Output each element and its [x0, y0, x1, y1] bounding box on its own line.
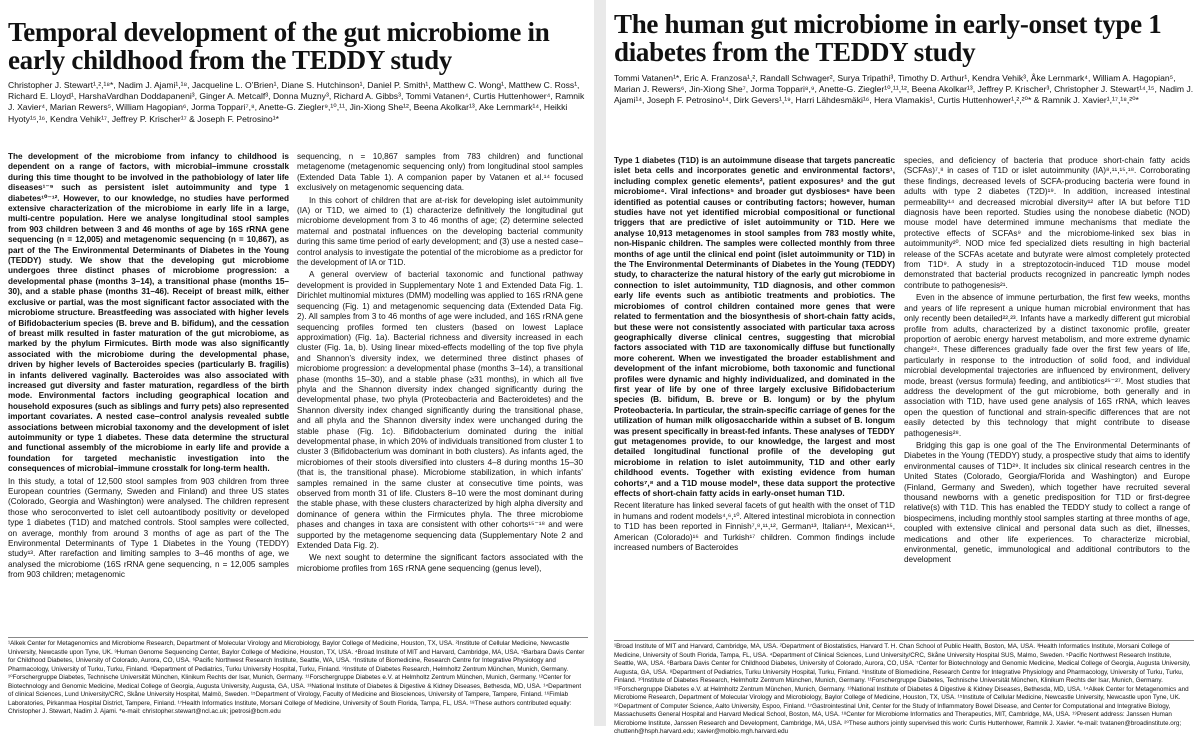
footnote-divider [8, 637, 588, 638]
author-list: Tommi Vatanen¹*, Eric A. Franzosa¹,², Randall Schwager², Surya Tripathi³, Timothy D. Arthur¹, Kendra Vehik³, Åke Lernmark⁴, William A. Hagopian⁵, Marian J. Rewers⁶, Jin-Xiong She⁷, Jorma Toppari⁸,⁹, Anette-G. Ziegler¹⁰,¹¹,¹², Beena Akolkar¹³, Jeffrey P. Krischer³, Christopher J. Stewart¹⁴,¹⁵, Nadim J. Ajami¹⁴, Joseph F. Petrosino¹⁴, Dirk Gevers¹,¹⁹, Harri Lähdesmäki¹⁶, Hera Vlamakis¹, Curtis Huttenhower¹,²,²⁰* & Ramnik J. Xavier¹,¹⁷,¹⁸,²⁰* [614, 73, 1194, 106]
body-column [904, 156, 1190, 566]
paper-title: Temporal development of the gut microbiome in early childhood from the TEDDY study [8, 17, 550, 75]
body-column [297, 152, 583, 574]
paper-title: The human gut microbiome in early-onset type 1 diabetes from the TEDDY study [614, 9, 1162, 67]
intro-text: In this study, a total of 12,500 stool samples from 903 children from three European countries (Germany, Sweden and Finland) and three US states (Colorado, Georgia and Washington) were analysed. The children represent those who seroconverted to islet cell autoantibody positivity or developed type 1 diabetes (T1D) and matched controls. Stool samples were collected, on average, monthly from around 3 months of age as part of the The Environmental Determinants of Type 1 Diabetes in the Young (TEDDY) study¹³. After rarefaction and limiting samples to 3–46 months of age, we analysed the microbiome (16S rRNA gene sequencing, n = 12,005 samples from 903 children; metagenomic [8, 476, 289, 580]
right-paper-page [606, 0, 1200, 735]
body-paragraph: sequencing, n = 10,867 samples from 783 children) and functional metagenome (metagenomic sequencing only) from longitudinal stool samples (Extended Data Table 1). A companion paper by Vatanen et al.¹⁴ focused exclusively on metagenomic sequencing data. [297, 152, 583, 193]
body-paragraph: Bridging this gap is one goal of the The Environmental Determinants of Diabetes in the Young (TEDDY) study, a prospective study that aims to identify environmental causes of T1D²⁹. It includes six clinical research centres in the United States (Colorado, Georgia/Florida and Washington) and Europe (Finland, Germany and Sweden), which together have recruited several thousand newborns with a genetic predisposition for T1D or first-degree relative(s) with T1D. This has enabled the TEDDY study to collect a range of biospecimens, including monthly stool samples starting at three months of age, coupled with extensive clinical and personal data such as diet, illnesses, medications and other life experiences. To characterize microbial, environmental, genetic, immunological and additional contributors to the development [904, 440, 1190, 565]
footnote-divider [614, 640, 1194, 641]
body-paragraph: We next sought to determine the significant factors associated with the microbiome profiles from 16S rRNA gene sequencing (genus level), [297, 553, 583, 573]
intro-text: Recent literature has linked several facets of gut health with the onset of T1D in humans and rodent models⁴,⁶,¹⁰. Altered intestinal microbiota in connection to T1D has been reported in Finnish⁷,⁸,¹¹,¹², German¹³, Italian¹⁴, Mexican¹⁵, American (Colorado)¹⁶ and Turkish¹⁷ children. Common findings include increased numbers of Bacteroides [614, 501, 895, 553]
body-paragraph: In this cohort of children that are at-risk for developing islet autoimmunity (IA) or T1D, we aimed to (1) characterize definitively the longitudinal gut microbiome development from 3 to 46 months of age; (2) determine selected maternal and postnatal influences on the developing bacterial community during this same time period of early development; and (3) use a nested case–control analysis to investigate the potential of the microbiome as a predictor for the development of IA or T1D. [297, 195, 583, 268]
abstract-column [614, 156, 895, 553]
body-paragraph: A general overview of bacterial taxonomic and functional pathway development is provided in Supplementary Note 1 and Extended Data Fig. 1. Dirichlet multinomial mixtures (DMM) modelling was applied to 16S rRNA gene sequencing (Fig. 1) and metagenomic sequencing data (Extended Data Fig. 2). All samples from 3 to 46 months of age were included, and 16S rRNA gene sequencing profiles formed ten clusters (based on lowest Laplace approximation) (Fig. 1a). Bacterial richness and diversity increased in each cluster (Fig. 1a, b). Using linear mixed-effects modelling of the top five phyla and Shannon’s diversity index, we determined three distinct phases of microbiome progression: a developmental phase (months 3–14), a transitional phase (months 15–30), and a stable phase (≥31 months), in which all five phyla and the Shannon diversity index changed significantly during the developmental phase, two phyla (Proteobacteria and Bacteroidetes) and the Shannon diversity index changed significantly during the transitional phase, and all phyla and the Shannon diversity index were unchanged during the stable phase (Fig. 1c). Bifidobacterium dominated during the initial developmental phase, in which 20% of individuals transitioned from cluster 1 to cluster 3 (Bifidobacterium was dominant in both clusters). As infants aged, the microbiomes of their stools diversified into clusters 4–8 during months 15–30 (that is, the transitional phase). Microbiome stabilization, in which infants’ samples remained in the same cluster at consecutive time points, was observed from month 31 of life. Clusters 8–10 were the most dominant during the stable phase, with these clusters characterized by high alpha diversity and dominance of genera within the Firmicutes phyla. The three microbiome phases and changes in taxa are consistent with other cohorts¹⁵⁻¹⁸ and were supported by the metagenome sequencing data (Supplementary Note 2 and Extended Data Fig. 2). [297, 270, 583, 551]
body-paragraph: species, and deficiency of bacteria that produce short-chain fatty acids (SCFAs)⁷,⁸ in cases of T1D or islet autoimmunity (IA)⁸,¹¹,¹⁵,¹⁸. Corroborating these findings, decreased levels of SCFA-producing bacteria were found in adults with type 2 diabetes (T2D)¹⁹. In addition, increased intestinal permeability¹⁴ and decreased microbial diversity¹² after IA but before T1D diagnosis have been reported. Studies using the nonobese diabetic (NOD) mouse model have determined immune mechanisms that mediate the protective effects of SCFAs⁹ and the microbiome-linked sex bias in autoimmunity²⁰. NOD mice fed specialized diets resulting in high bacterial release of the SCFAs acetate and butyrate were almost completely protected from T1D⁹. A study in a streptozotocin-induced T1D mouse model demonstrated that bacterial products recognized in pancreatic lymph nodes contribute to pathogenesis²¹. [904, 156, 1190, 290]
affiliations-footnote: ¹Alkek Center for Metagenomics and Microbiome Research, Department of Molecular Virology and Microbiology, Baylor College of Medicine, Houston, TX, USA. ²Institute of Cellular Medicine, Newcastle University, Newcastle upon Tyne, UK. ³Human Genome Sequencing Center, Baylor College of Medicine, Houston, TX, USA. ⁴Broad Institute of MIT and Harvard, Cambridge, MA, USA. ⁵Barbara Davis Center for Childhood Diabetes, University of Colorado, Aurora, CO, USA. ⁶Pacific Northwest Research Institute, Seattle, WA, USA. ⁷Institute of Biomedicine, Research Centre for Integrative Physiology and Pharmacology, University of Turku, Turku, Finland. ⁸Department of Pediatrics, Turku University Hospital, Turku, Finland. ⁹Institute of Diabetes Research, Helmholtz Zentrum München, Munich, Germany. ¹⁰Forschergruppe Diabetes, Technische Universität München, Klinikum Rechts der Isar, Munich, Germany. ¹¹Forschergruppe Diabetes e.V. at Helmholtz Zentrum München, Munich, Germany. ¹²Center for Biotechnology and Genomic Medicine, Medical College of Georgia, Augusta University, Augusta, GA, USA. ¹³National Institute of Diabetes & Digestive & Kidney Diseases, Bethesda, MD, USA. ¹⁴Department of clinical Sciences, Lund University/CRC, Skåne University Hospital, Malmö, Sweden. ¹⁵Department of Virology, Faculty of Medicine and Biosciences, University of Tampere, Tampere, Finland. ¹⁶Fimlab Laboratories, Pirkanmaa Hospital District, Tampere, Finland. ¹⁷Health Informatics Institute, Morsani College of Medicine, University of South Florida, Tampa, FL, USA. ¹⁸These authors contributed equally: Christopher J. Stewart, Nadim J. Ajami. *e-mail: christopher.stewart@ncl.ac.uk; jpetrosi@bcm.edu [8, 640, 585, 715]
page-gutter [594, 0, 606, 726]
author-list: Christopher J. Stewart¹,²,¹⁸*, Nadim J. Ajami¹,¹⁸, Jacqueline L. O’Brien¹, Diane S. Hutchinson¹, Daniel P. Smith¹, Matthew C. Wong¹, Matthew C. Ross¹, Richard E. Lloyd¹, HarshaVardhan Doddapaneni³, Ginger A. Metcalf³, Donna Muzny³, Richard A. Gibbs³, Tommi Vatanen⁴, Curtis Huttenhower⁴, Ramnik J. Xavier⁴, Marian Rewers⁵, William Hagopian⁶, Jorma Toppari⁷,⁸, Anette-G. Ziegler⁹,¹⁰,¹¹, Jin-Xiong She¹², Beena Akolkar¹³, Ake Lernmark¹⁴, Heikki Hyoty¹⁵,¹⁶, Kendra Vehik¹⁷, Jeffrey P. Krischer¹⁷ & Joseph F. Petrosino¹* [8, 80, 585, 124]
body-paragraph: Even in the absence of immune perturbation, the first few weeks, months and years of life represent a unique human microbial environment that has only recently been detailed²²,²³. Infants have a markedly different gut microbial profile from adults, characterized by a distinct taxonomic profile, greater proportion of aerobic energy harvest metabolism, and more extreme dynamic change²⁴. These differences gradually fade over the first few years of life, particularly in response to the introduction of solid food, and individual microbial developmental trajectories are influenced by environment, delivery mode, breast (versus formula) feeding, and antibiotics²⁵⁻²⁷. Most studies that address the development of the gut microbiome, both generally and in association with T1D, have used gene analysis of 16S rRNA, which leaves open the question of functional and strain-specific differences that are not easily detected by this technology that might contribute to disease pathogenesis²⁸. [904, 293, 1190, 438]
left-paper-page [0, 0, 594, 726]
abstract-text: Type 1 diabetes (T1D) is an autoimmune disease that targets pancreatic islet beta cells and incorporates genetic and environmental factors¹, including complex genetic elements², patient exposures³ and the gut microbiome⁴. Viral infections⁵ and broader gut dysbioses⁶ have been identified as potential causes or contributing factors; however, human studies have not yet identified microbial compositional or functional triggers that are predictive of islet autoimmunity or T1D. Here we analyse 10,913 metagenomes in stool samples from 783 mostly white, non-Hispanic children. The samples were collected monthly from three months of age until the clinical end point (islet autoimmunity or T1D) in the The Environmental Determinants of Diabetes in the Young (TEDDY) study, to characterize the natural history of the early gut microbiome in connection to islet autoimmunity, T1D diagnosis, and other common early life events such as antibiotic treatments and probiotics. The microbiomes of control children contained more genes that were related to fermentation and the biosynthesis of short-chain fatty acids, but these were not consistently associated with particular taxa across geographically diverse clinical centres, suggesting that microbial factors associated with T1D are taxonomically diffuse but functionally more coherent. When we investigated the broader establishment and development of the infant microbiome, both taxonomic and functional profiles were dynamic and highly individualized, and dominated in the first year of life by one of three largely exclusive Bifidobacterium species (B. bifidum, B. breve or B. longum) or by the phylum Proteobacteria. In particular, the strain-specific carriage of genes for the utilization of human milk oligosaccharide within a subset of B. longum was present specifically in breast-fed infants. These analyses of TEDDY gut metagenomes provide, to our knowledge, the largest and most detailed longitudinal functional profile of the developing gut microbiome in relation to islet autoimmunity, T1D and other early childhood events. Together with existing evidence from human cohorts⁷,⁸ and a T1D mouse model⁹, these data support the protective effects of short-chain fatty acids in early-onset human T1D. [614, 156, 895, 498]
affiliations-footnote: ¹Broad Institute of MIT and Harvard, Cambridge, MA, USA. ²Department of Biostatistics, Harvard T. H. Chan School of Public Health, Boston, MA, USA. ³Health Informatics Institute, Morsani College of Medicine, University of South Florida, Tampa, FL, USA. ⁴Department of Clinical Sciences, Lund University/CRC, Skåne University Hospital SUS, Malmo, Sweden. ⁵Pacific Northwest Research Institute, Seattle, WA, USA. ⁶Barbara Davis Center for Childhood Diabetes, University of Colorado, Aurora, CO, USA. ⁷Center for Biotechnology and Genomic Medicine, Medical College of Georgia, Augusta University, Augusta, GA, USA. ⁸Department of Pediatrics, Turku University Hospital, Turku, Finland. ⁹Institute of Biomedicine, Research Centre for Integrative Physiology and Pharmacology, University of Turku, Turku, Finland. ¹⁰Institute of Diabetes Research, Helmholtz Zentrum München, Munich, Germany. ¹¹Forschergruppe Diabetes, Technische Universität München, Klinikum Rechts der Isar, Munich, Germany. ¹²Forschergruppe Diabetes e.V. at Helmholtz Zentrum München, Munich, Germany. ¹³National Institute of Diabetes & Digestive & Kidney Diseases, Bethesda, MD, USA. ¹⁴Alkek Center for Metagenomics and Microbiome Research, Department of Molecular Virology and Microbiology, Baylor College of Medicine, Houston, TX, USA. ¹⁵Institute of Cellular Medicine, Newcastle University, Newcastle upon Tyne, UK. ¹⁶Department of Computer Science, Aalto University, Espoo, Finland. ¹⁷Gastrointestinal Unit, Center for the Study of Inflammatory Bowel Disease, and Center for Computational and Integrative Biology, Massachusetts General Hospital and Harvard Medical School, Boston, MA, USA. ¹⁸Center for Microbiome Informatics and Therapeutics, MIT, Cambridge, MA, USA. ¹⁹Present address: Janssen Human Microbiome Institute, Janssen Research and Development, Cambridge, MA, USA. ²⁰These authors jointly supervised this work: Curtis Huttenhower, Ramnik J. Xavier. *e-mail: tvatanen@broadinstitute.org; chuttenh@hsph.harvard.edu; xavier@molbio.mgh.harvard.edu [614, 643, 1191, 735]
abstract-column [8, 152, 289, 581]
abstract-text: The development of the microbiome from infancy to childhood is dependent on a range of factors, with microbial–immune crosstalk during this time thought to be involved in the pathobiology of later life diseases¹⁻⁹ such as persistent islet autoimmunity and type 1 diabetes¹⁰⁻¹². However, to our knowledge, no studies have performed extensive characterization of the microbiome in early life in a large, multi-centre population. Here we analyse longitudinal stool samples from 903 children between 3 and 46 months of age by 16S rRNA gene sequencing (n = 12,005) and metagenomic sequencing (n = 10,867), as part of the The Environmental Determinants of Diabetes in the Young (TEDDY) study. We show that the developing gut microbiome undergoes three distinct phases of microbiome progression: a developmental phase (months 3–14), a transitional phase (months 15–30), and a stable phase (months 31–46). Receipt of breast milk, either exclusive or partial, was the most significant factor associated with the microbiome structure. Breastfeeding was associated with higher levels of Bifidobacterium species (B. breve and B. bifidum), and the cessation of breast milk resulted in faster maturation of the gut microbiome, as marked by the phylum Firmicutes. Birth mode was also significantly associated with the microbiome during the developmental phase, driven by higher levels of Bacteroides species (particularly B. fragilis) in infants delivered vaginally. Bacteroides was also associated with increased gut diversity and faster maturation, regardless of the birth mode. Environmental factors including geographical location and household exposures (such as siblings and furry pets) also represented important covariates. A nested case–control analysis revealed subtle associations between microbial taxonomy and the development of islet autoimmunity or type 1 diabetes. These data determine the structural and functional assembly of the microbiome in early life and provide a foundation for targeted mechanistic investigation into the consequences of microbial–immune crosstalk for long-term health. [8, 152, 289, 474]
